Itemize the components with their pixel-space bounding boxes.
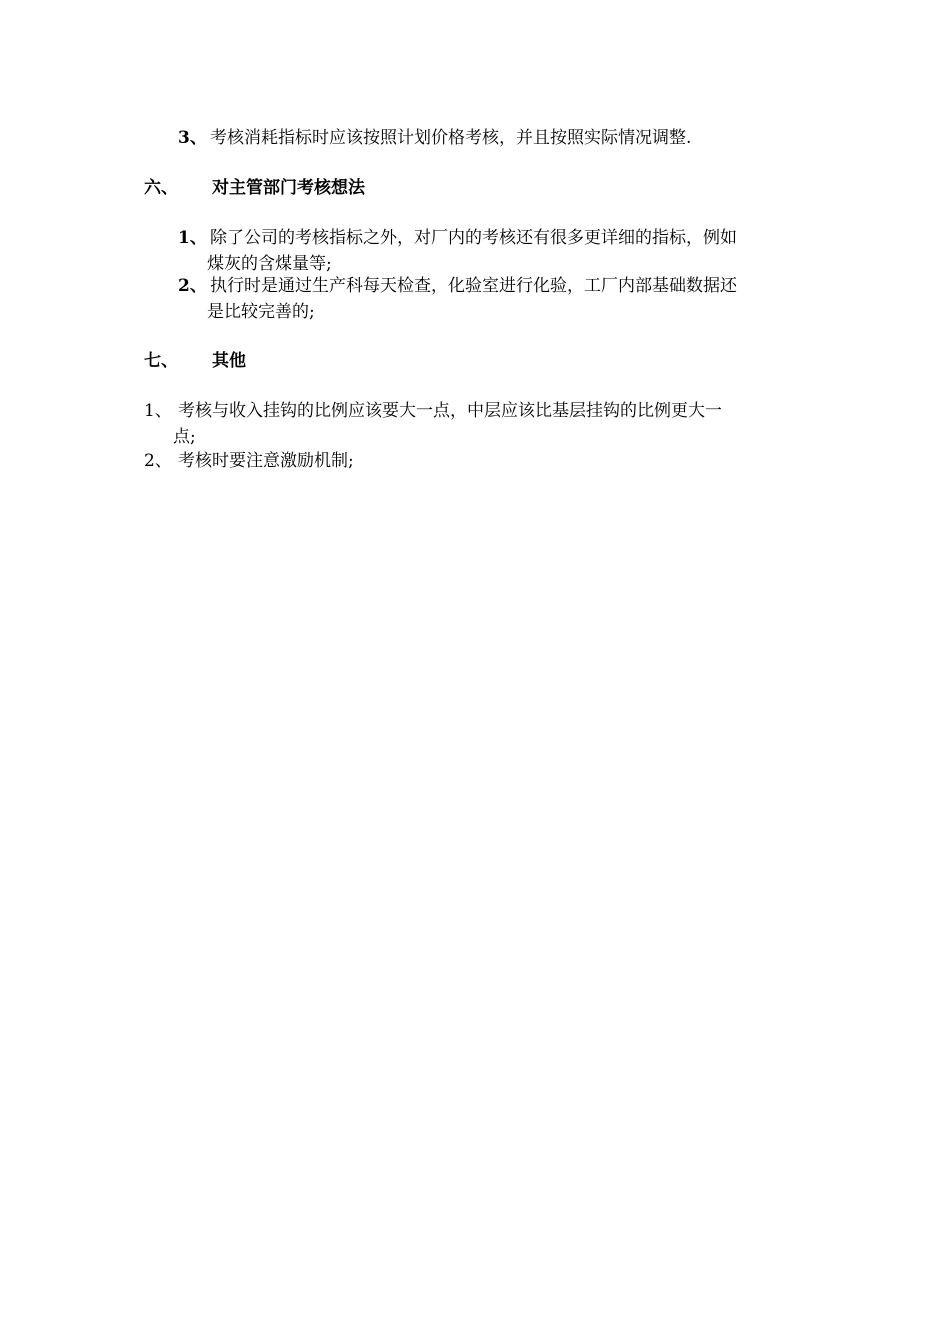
list-item — [144, 448, 814, 474]
list-item-text-line1: 除了公司的考核指标之外，对厂内的考核还有很多更详细的指标，例如 — [210, 228, 737, 248]
list-item — [144, 398, 814, 450]
list-item — [178, 125, 818, 151]
list-item-text: 考核时要注意激励机制; — [178, 451, 354, 471]
list-item-number: 1、 — [178, 228, 207, 248]
list-item-text-line2: 是比较完善的; — [207, 302, 315, 322]
section-heading — [144, 348, 246, 374]
list-item — [178, 273, 818, 325]
list-item-text-line1: 考核与收入挂钩的比例应该要大一点，中层应该比基层挂钩的比例更大一 — [178, 401, 722, 421]
list-item — [178, 225, 818, 277]
section-title: 对主管部门考核想法 — [212, 178, 365, 198]
list-item-number: 3、 — [178, 128, 207, 148]
section-title: 其他 — [212, 351, 246, 371]
list-item-text: 考核消耗指标时应该按照计划价格考核，并且按照实际情况调整. — [210, 128, 692, 148]
list-item-number: 2、 — [144, 451, 172, 471]
list-item-text-line2: 点; — [173, 427, 196, 447]
section-heading — [144, 175, 365, 201]
list-item-text-line1: 执行时是通过生产科每天检查，化验室进行化验，工厂内部基础数据还 — [210, 276, 737, 296]
list-item-number: 1、 — [144, 401, 172, 421]
list-item-text-line2: 煤灰的含煤量等; — [207, 254, 332, 274]
section-number: 七、 — [144, 351, 178, 371]
section-number: 六、 — [144, 178, 178, 198]
list-item-number: 2、 — [178, 276, 207, 296]
